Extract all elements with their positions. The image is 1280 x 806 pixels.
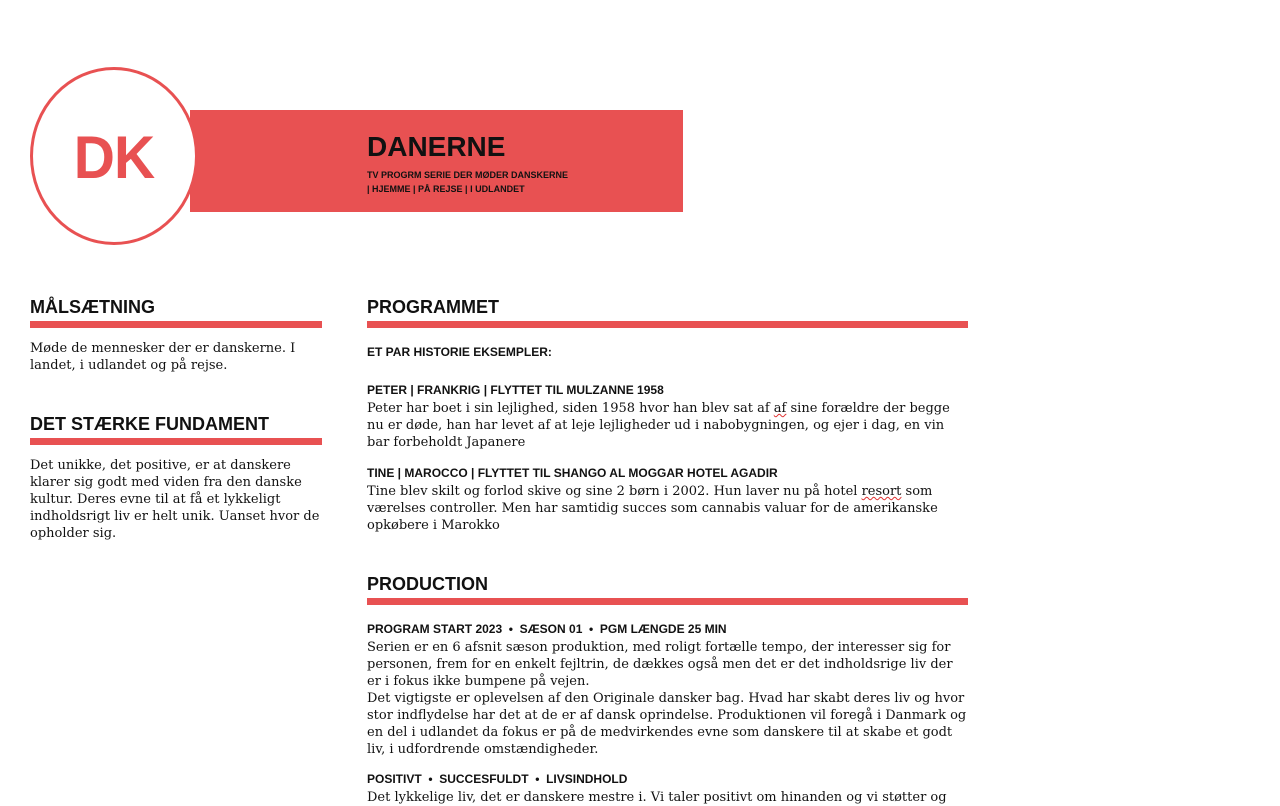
values-heading: POSITIVT • SUCCESFULDT • LIVSINDHOLD bbox=[367, 772, 628, 786]
subtitle-line-1: TV PROGRM SERIE DER MØDER DANSKERNE bbox=[367, 170, 569, 180]
goal-text: Møde de mennesker der er danskerne. I landet, i udlandet og på rejse. bbox=[30, 341, 296, 373]
spellcheck-flag: af bbox=[773, 401, 787, 416]
production-paragraph-1: Serien er en 6 afsnit sæson produktion, med roligt fortælle tempo, der interesser sig for personen, frem for en enkelt fejltrin, de dækkes også men det er det indholdsrige liv der er i fokus ikke bumpene på vejen. bbox=[367, 640, 953, 689]
production-text bbox=[367, 639, 968, 758]
foundation-heading: DET STÆRKE FUNDAMENT bbox=[30, 414, 269, 434]
production-paragraph-2: Det vigtigste er oplevelsen af den Originale dansker bag. Hvad har skabt deres liv og hvor stor indflydelse har det at de er af dansk oprindelse. Produktionen vil foregå i Danmark og en del i udlandet da fokus er på de medvirkendes evne som danskere til at skabe et godt liv, i udfordrende omstændigheder. bbox=[367, 691, 967, 757]
goal-heading: MÅLSÆTNING bbox=[30, 297, 155, 317]
document-title: DANERNE bbox=[367, 131, 506, 162]
program-rule bbox=[367, 321, 968, 328]
story-tine-title: TINE | MAROCCO | FLYTTET TIL SHANGO AL MOGGAR HOTEL AGADIR bbox=[367, 466, 778, 480]
foundation-text: Det unikke, det positive, er at danskere klarer sig godt med viden fra den danske kultur. Deres evne til at få et lykkeligt indholdsrigt liv er helt unik. Uanset hvor de opholder sig. bbox=[30, 458, 320, 541]
story-peter-text: Peter har boet i sin lejlighed, siden 1958 hvor han blev sat af af sine forældre der begge nu er døde, han har levet af at leje lejligheder ud i nabobygningen, og ejer i dag, en vin bar forbeholdt Japanere bbox=[367, 401, 950, 450]
document-subtitle bbox=[367, 168, 568, 196]
subtitle-line-2: | HJEMME | PÅ REJSE | I UDLANDET bbox=[367, 184, 525, 194]
production-rule bbox=[367, 598, 968, 605]
production-heading: PRODUCTION bbox=[367, 574, 488, 594]
program-heading: PROGRAMMET bbox=[367, 297, 499, 317]
spellcheck-flag: resort bbox=[861, 484, 902, 499]
production-meta: PROGRAM START 2023 • SÆSON 01 • PGM LÆNGDE 25 MIN bbox=[367, 622, 727, 636]
logo-circle bbox=[30, 67, 198, 245]
values-text: Det lykkelige liv, det er danskere mestre i. Vi taler positivt om hinanden og vi støtter og bbox=[367, 790, 947, 805]
logo-monogram: DK bbox=[73, 124, 155, 191]
program-intro: ET PAR HISTORIE EKSEMPLER: bbox=[367, 345, 552, 359]
goal-rule bbox=[30, 321, 322, 328]
story-tine-text: Tine blev skilt og forlod skive og sine 2 børn i 2002. Hun laver nu på hotel resort som værelses controller. Men har samtidig succes som cannabis valuar for de amerikanske opkøbere i Marokko bbox=[367, 484, 938, 533]
story-peter-title: PETER | FRANKRIG | FLYTTET TIL MULZANNE 1958 bbox=[367, 383, 664, 397]
foundation-rule bbox=[30, 438, 322, 445]
